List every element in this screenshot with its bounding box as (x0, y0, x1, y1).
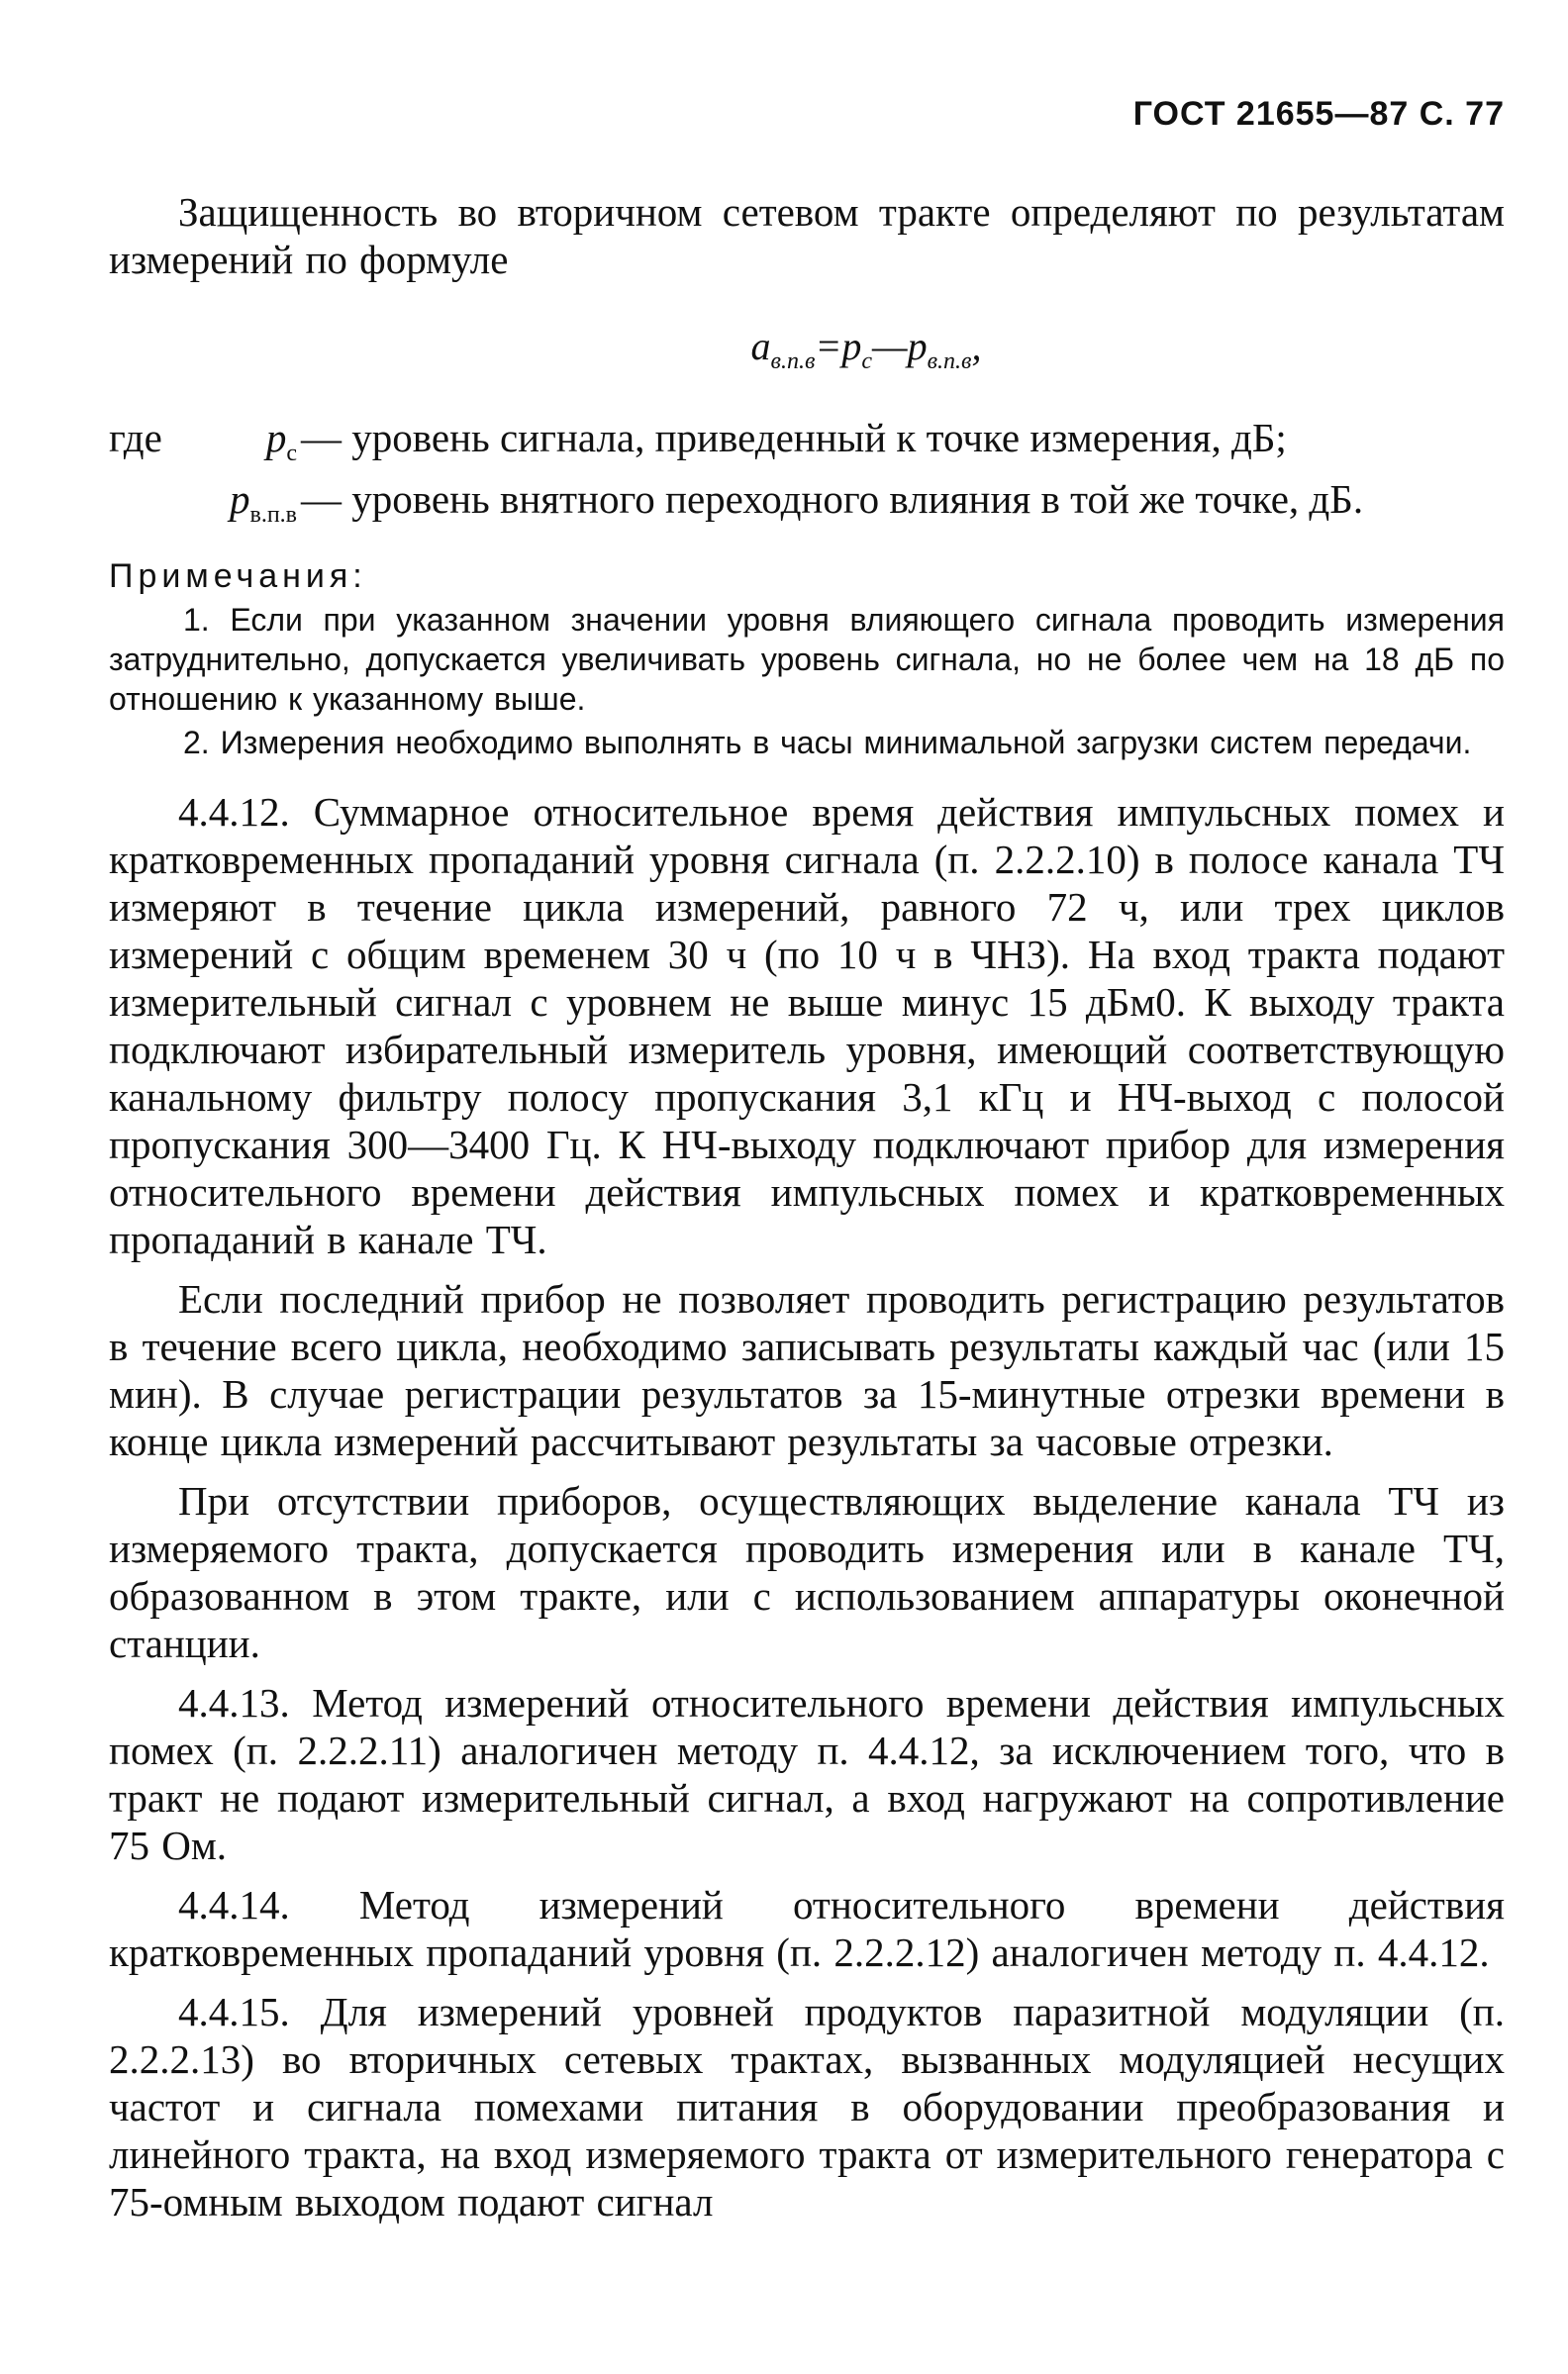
where-definition-pvpv: — уровень внятного переходного влияния в той же точке, дБ. (301, 476, 1364, 523)
section-4-4-12: 4.4.12. Суммарное относительное время действия импульсных помех и кратковременных пропаданий уровня сигнала (п. 2.2.2.10) в полосе канала ТЧ измеряют в течение цикла измерений, равного 72 ч, или трех циклов измерений с общим временем 30 ч (по 10 ч в ЧНЗ). На вход тракта подают измерительный сигнал с уровнем не выше минус 15 дБм0. К выходу тракта подключают избирательный измеритель уровня, имеющий соответствующую канальному фильтру полосу пропускания 3,1 кГц и НЧ-выход с полосой пропускания 300—3400 Гц. К НЧ-выходу подключают прибор для измерения относительного времени действия импульсных помех и кратковременных пропаданий в канале ТЧ. (109, 789, 1505, 1263)
intro-paragraph: Защищенность во вторичном сетевом тракте определяют по результатам измерений по формуле (109, 189, 1505, 282)
notes-title: Примечания: (109, 557, 367, 596)
where-label: где (109, 415, 162, 460)
formula-p2-sub: в.п.в (927, 348, 972, 374)
formula-minus: — (872, 324, 908, 368)
note-1: 1. Если при указанном значении уровня влияющего сигнала проводить измерения затруднительно, допускается увеличивать уровень сигнала, но не более чем на 18 дБ по отношению к указанному выше. (109, 602, 1505, 718)
section-4-4-14: 4.4.14. Метод измерений относительного времени действия кратковременных пропаданий уровня (п. 2.2.2.12) аналогичен методу п. 4.4.12. (109, 1882, 1505, 1976)
note-2: 2. Измерения необходимо выполнять в часы минимальной загрузки систем передачи. (183, 725, 1472, 761)
section-4-4-15: 4.4.15. Для измерений уровней продуктов паразитной модуляции (п. 2.2.2.13) во вторичных сетевых трактах, вызванных модуляцией несущих частот и сигнала помехами питания в оборудовании преобразования и линейного тракта, на вход измеряемого тракта от измерительного генератора с 75-омным выходом подают сигнал (109, 1989, 1505, 2226)
formula-eq: = (815, 324, 842, 368)
formula-lhs-sub: в.п.в (770, 348, 816, 374)
where-definition-pc: — уровень сигнала, приведенный к точке измерения, дБ; (301, 415, 1287, 460)
where-symbol-pc: $p_c$ (265, 415, 297, 467)
running-head: ГОСТ 21655—87 С. 77 (1132, 95, 1505, 133)
formula-p1-sub: c (861, 348, 873, 374)
formula-tail: , (971, 324, 982, 368)
where-symbol-pvpv: $p_{в.п.в}$ (229, 476, 297, 529)
formula-p2: p (907, 324, 928, 368)
section-4-4-12-paragraph-3: При отсутствии приборов, осуществляющих выделение канала ТЧ из измеряемого тракта, допускается проводить измерения или в канале ТЧ, образованном в этом тракте, или с использованием аппаратуры оконечной станции. (109, 1478, 1505, 1667)
formula (109, 323, 1505, 375)
formula-p1: p (841, 324, 862, 368)
section-4-4-12-paragraph-2: Если последний прибор не позволяет проводить регистрацию результатов в течение всего цикла, необходимо записывать результаты каждый час (или 15 мин). В случае регистрации результатов за 15-минутные отрезки времени в конце цикла измерений рассчитывают результаты за часовые отрезки. (109, 1276, 1505, 1465)
document-body (109, 188, 1505, 2226)
section-4-4-13: 4.4.13. Метод измерений относительного времени действия импульсных помех (п. 2.2.2.11) аналогичен методу п. 4.4.12, за исключением того, что в тракт не подают измерительный сигнал, а вход нагружают на сопротивление 75 Ом. (109, 1680, 1505, 1869)
formula-lhs: a (750, 324, 771, 368)
where-definitions (109, 415, 1505, 538)
